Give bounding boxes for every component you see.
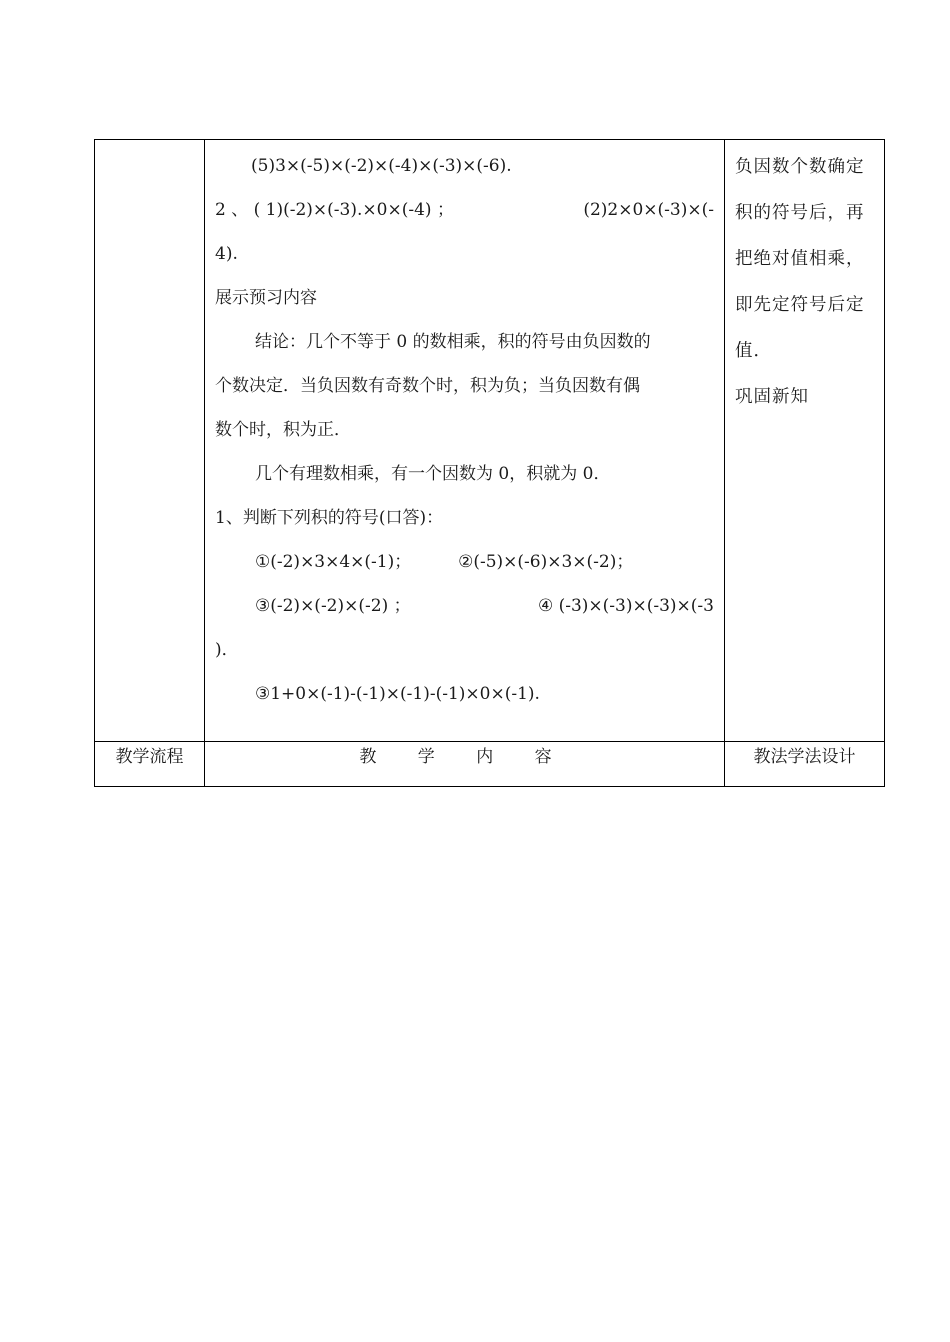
- note-line-6: 巩固新知: [735, 387, 809, 407]
- conclusion-line-1: 结论：几个不等于 0 的数相乘，积的符号由负因数的: [255, 332, 651, 352]
- notes-cell: [725, 140, 885, 742]
- question-item-1: ①(-2)×3×4×(-1)；: [255, 552, 412, 572]
- note-line-4: 即先定符号后定: [735, 295, 865, 315]
- content-cell: [205, 140, 725, 742]
- note-line-1: 负因数个数确定: [735, 157, 865, 177]
- conclusion-line-2: 个数决定．当负因数有奇数个时，积为负；当负因数有偶: [215, 376, 640, 396]
- note-line-2: 积的符号后，再: [735, 203, 865, 223]
- header-row: [95, 742, 885, 787]
- question-row-2: [215, 584, 714, 628]
- question-row-1: [215, 540, 714, 584]
- question-item-2: ②(-5)×(-6)×3×(-2)；: [458, 552, 634, 572]
- question-row-2-cont: )．: [215, 640, 239, 660]
- question-item-3: ③(-2)×(-2)×(-2) ；: [255, 596, 411, 616]
- note-line-5: 值．: [735, 341, 772, 361]
- exercise-line-2: [215, 188, 714, 232]
- exercise-2-part-2: (2)2×0×(-3)×(-: [583, 200, 714, 220]
- lesson-table: [94, 139, 885, 787]
- conclusion-line-3: 数个时，积为正．: [215, 420, 351, 440]
- flow-cell: [95, 140, 205, 742]
- question-item-5: ③1+0×(-1)-(-1)×(-1)-(-1)×0×(-1).: [255, 684, 540, 704]
- exercise-line-5: (5)3×(-5)×(-2)×(-4)×(-3)×(-6).: [251, 156, 512, 176]
- question-item-4: ④ (-3)×(-3)×(-3)×(-3: [537, 596, 714, 616]
- question-heading: 1、判断下列积的符号(口答)：: [215, 508, 444, 528]
- zero-rule-line: 几个有理数相乘，有一个因数为 0，积就为 0．: [255, 464, 611, 484]
- header-design: 教法学法设计: [725, 742, 885, 787]
- note-line-3: 把绝对值相乘，: [735, 249, 865, 269]
- section-heading: 展示预习内容: [215, 288, 317, 308]
- content-row: [95, 140, 885, 742]
- header-flow: 教学流程: [95, 742, 205, 787]
- exercise-line-2-cont: 4).: [215, 244, 238, 264]
- exercise-2-part-1: 2 、 ( 1)(-2)×(-3).×0×(-4) ；: [215, 200, 454, 220]
- header-content: 教 学 内 容: [205, 742, 725, 787]
